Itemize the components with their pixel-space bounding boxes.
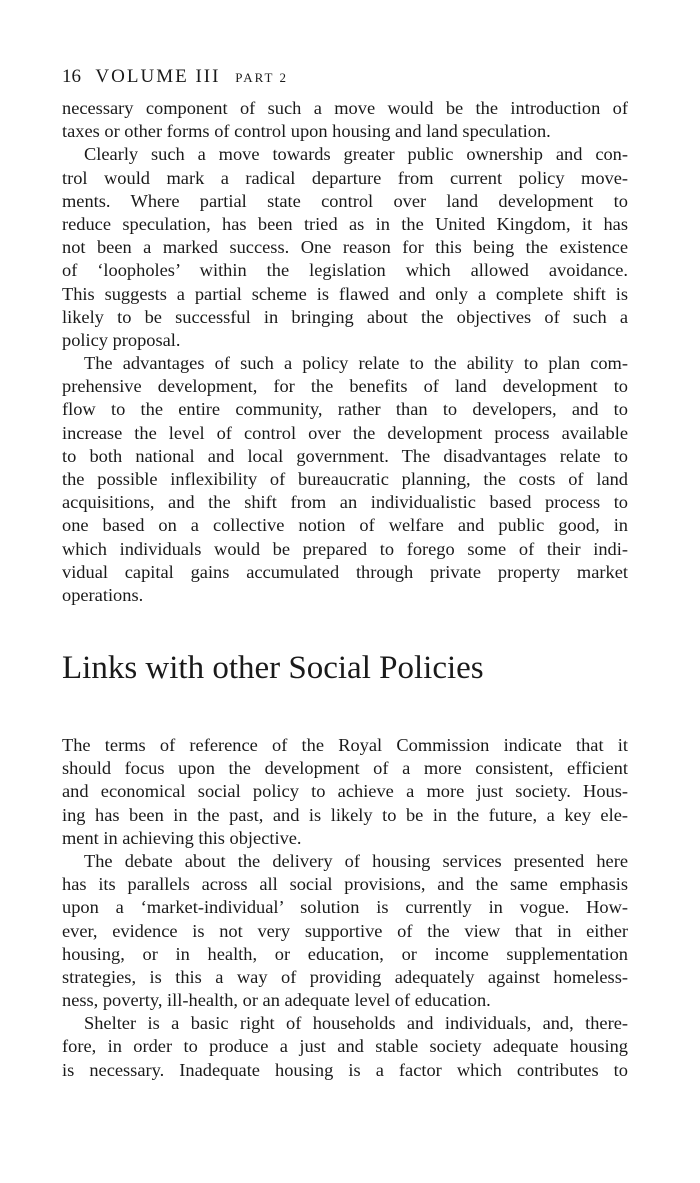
text-line: of ‘loopholes’ within the legislation which allowed avoidance. [62, 260, 628, 281]
text-line: not been a marked success. One reason for this being the existence [62, 237, 628, 258]
text-line: reduce speculation, has been tried as in the United Kingdom, it has [62, 213, 628, 234]
part-label: PART 2 [235, 70, 288, 85]
text-line: housing, or in health, or education, or income supplementation [62, 943, 628, 964]
text-line: prehensive development, for the benefits of land development to [62, 376, 628, 397]
text-line: flow to the entire community, rather than to developers, and to [62, 399, 628, 420]
text-line: likely to be successful in bringing about the objectives of such a [62, 306, 628, 327]
text-line: ness, poverty, ill-health, or an adequate level of education. [62, 990, 491, 1011]
text-line: the possible inflexibility of bureaucratic planning, the costs of land [62, 469, 628, 489]
text-line: one based on a collective notion of welfare and public good, in [62, 515, 628, 536]
volume-label: VOLUME III [95, 66, 221, 87]
text-line: Shelter is a basic right of households and individuals, and, there- [84, 1013, 628, 1034]
text-line: taxes or other forms of control upon housing and land speculation. [62, 121, 551, 142]
text-line: policy proposal. [62, 329, 181, 350]
text-line: This suggests a partial scheme is flawed and only a complete shift is [62, 283, 628, 304]
text-line: has its parallels across all social provisions, and the same emphasis [62, 874, 628, 895]
text-line: The debate about the delivery of housing services presented here [84, 850, 628, 871]
text-line: fore, in order to produce a just and stable society adequate housing [62, 1036, 628, 1057]
text-line: operations. [62, 584, 144, 605]
text-line: The advantages of such a policy relate to the ability to plan com- [84, 353, 628, 374]
text-line: ments. Where partial state control over land development to [62, 190, 628, 211]
text-line: trol would mark a radical departure from current policy move- [62, 167, 628, 188]
text-line: increase the level of control over the development process available [62, 422, 628, 443]
body-text-section-1 [62, 97, 628, 607]
text-line: acquisitions, and the shift from an individualistic based process to [62, 492, 628, 513]
section-heading: Links with other Social Policies [62, 650, 484, 686]
running-head [62, 66, 288, 88]
text-line: The terms of reference of the Royal Commission indicate that it [62, 735, 628, 755]
text-line: strategies, is this a way of providing adequately against homeless- [62, 966, 628, 987]
text-line: which individuals would be prepared to forego some of their indi- [62, 538, 628, 559]
body-text-section-2 [62, 734, 628, 1082]
text-line: upon a ‘market-individual’ solution is currently in vogue. How- [62, 897, 628, 918]
text-line: is necessary. Inadequate housing is a factor which contributes to [62, 1059, 628, 1080]
text-line: and economical social policy to achieve a more just society. Hous- [62, 781, 628, 802]
text-line: vidual capital gains accumulated through private property market [62, 561, 628, 582]
text-line: should focus upon the development of a more consistent, efficient [62, 758, 628, 779]
page-number: 16 [62, 66, 81, 87]
text-line: ing has been in the past, and is likely to be in the future, a key ele- [62, 804, 628, 825]
text-line: to both national and local government. The disadvantages relate to [62, 445, 628, 466]
text-line: necessary component of such a move would be the introduction of [62, 98, 628, 118]
text-line: Clearly such a move towards greater public ownership and con- [84, 144, 628, 165]
text-line: ever, evidence is not very supportive of the view that in either [62, 920, 628, 941]
text-line: ment in achieving this objective. [62, 827, 302, 848]
